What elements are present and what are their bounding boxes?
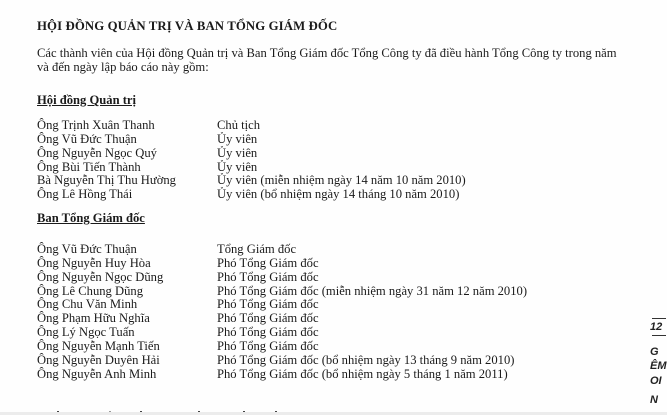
intro-line-1: Các thành viên của Hội đồng Quản trị và Ban Tổng Giám đốc Tổng Công ty đã điều hành Tổng Công ty trong năm bbox=[37, 46, 617, 60]
member-name: Ông Bùi Tiến Thành bbox=[37, 159, 141, 174]
member-name: Ông Vũ Đức Thuận bbox=[37, 131, 137, 146]
edge-stamp-fragment: OI bbox=[650, 375, 662, 387]
member-role: Ủy viên bbox=[217, 145, 258, 160]
member-role: Tổng Giám đốc bbox=[217, 242, 297, 256]
member-role: Phó Tổng Giám đốc bbox=[217, 297, 319, 312]
edge-stamp-fragment: 12 bbox=[650, 321, 663, 333]
member-name: Ông Nguyễn Ngọc Dũng bbox=[37, 269, 164, 284]
member-role: Phó Tổng Giám đốc (bổ nhiệm ngày 13 tháng 9 năm 2010) bbox=[217, 352, 515, 367]
member-role: Phó Tổng Giám đốc bbox=[217, 269, 319, 284]
member-name: Ông Nguyễn Huy Hòa bbox=[37, 255, 151, 270]
member-role: Phó Tổng Giám đốc (miễn nhiệm ngày 31 năm 12 năm 2010) bbox=[217, 283, 528, 298]
member-name: Ông Lê Hồng Thái bbox=[37, 187, 133, 202]
intro-paragraph bbox=[37, 46, 617, 74]
edge-stamp-rule bbox=[652, 318, 666, 319]
member-name: Ông Vũ Đức Thuận bbox=[37, 242, 137, 256]
member-name: Bà Nguyễn Thị Thu Hường bbox=[37, 173, 176, 188]
edge-stamp-fragment: ÊM bbox=[650, 360, 667, 372]
member-name: Ông Nguyễn Anh Minh bbox=[37, 366, 157, 381]
edge-stamp-fragment: G bbox=[650, 346, 659, 358]
member-name: Ông Nguyễn Mạnh Tiến bbox=[37, 338, 160, 353]
member-role: Ủy viên (bổ nhiệm ngày 14 tháng 10 năm 2010) bbox=[217, 187, 460, 202]
member-role: Phó Tổng Giám đốc bbox=[217, 311, 319, 326]
member-role: Phó Tổng Giám đốc bbox=[217, 338, 319, 353]
member-role: Phó Tổng Giám đốc bbox=[217, 325, 319, 340]
member-role: Ủy viên bbox=[217, 131, 258, 146]
member-name: Ông Chu Văn Minh bbox=[37, 297, 138, 312]
member-role: Chủ tịch bbox=[217, 118, 261, 132]
member-name: Ông Nguyễn Duyên Hải bbox=[37, 352, 160, 367]
member-role: Ủy viên (miễn nhiệm ngày 14 năm 10 năm 2010) bbox=[217, 173, 466, 188]
member-name: Ông Trịnh Xuân Thanh bbox=[37, 118, 155, 132]
edge-stamp-rule bbox=[652, 335, 666, 336]
board-section-title: Hội đồng Quản trị bbox=[37, 93, 137, 107]
member-name: Ông Lê Chung Dũng bbox=[37, 283, 143, 298]
member-role: Phó Tổng Giám đốc (bổ nhiệm ngày 5 tháng 1 năm 2011) bbox=[217, 366, 508, 381]
intro-line-2: và đến ngày lập báo cáo này gồm: bbox=[37, 60, 209, 74]
management-section-title: Ban Tổng Giám đốc bbox=[37, 211, 145, 225]
member-role: Ủy viên bbox=[217, 159, 258, 174]
member-name: Ông Lý Ngọc Tuấn bbox=[37, 325, 135, 340]
member-name: Ông Nguyễn Ngọc Quý bbox=[37, 145, 157, 160]
edge-stamp-fragment: N bbox=[650, 394, 658, 406]
member-role: Phó Tổng Giám đốc bbox=[217, 255, 319, 270]
member-name: Ông Phạm Hữu Nghĩa bbox=[37, 311, 150, 326]
page-title: HỘI ĐỒNG QUẢN TRỊ VÀ BAN TỔNG GIÁM ĐỐC bbox=[37, 19, 338, 33]
